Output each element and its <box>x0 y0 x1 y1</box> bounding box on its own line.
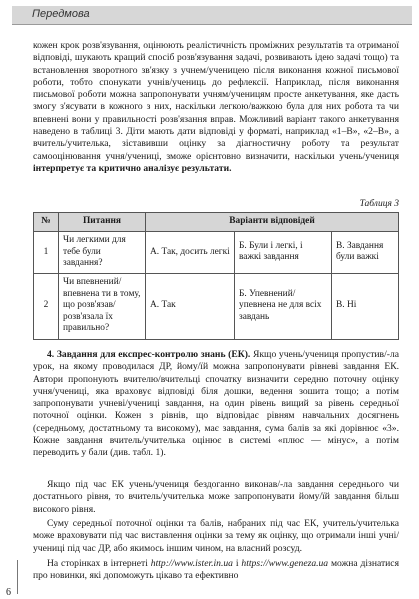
paragraph-higher-level <box>33 479 399 517</box>
express-control-lead: 4. Завдання для експрес-контролю знань (ЕК). <box>47 349 251 360</box>
websites-text-a: На сторінках в інтернеті <box>47 558 148 569</box>
express-control-text: Якщо учень/учениця пропустив/-ла урок, на якому проводилася ДР, йому/їй можна запропонувати рівневі завдання ЕК. Автори пропонують вчителю/вчительці спочатку визначити середню поточну оцінку учня/учениці, яка враховує відповіді біля дошки, ведення зошита тощо; а потім запропонувати учневі/учениці завдання, на один рівень вищий за рівень середньої поточної оцінки. Кожен з рівнів, що відповідає рівням навчальних досягнень (середньому, достатньому та високому), має завдання, сума балів за які дорівнює «3». Кожне завдання вчитель/учителька оцінює в системі «плюс — мінус», а потім переводить у бали (див. табл. 1). <box>33 349 399 459</box>
row-number: 2 <box>34 273 59 339</box>
answer-c: В. Ні <box>332 273 399 339</box>
paragraph-grading-text: Суму середньої поточної оцінки та балів, набраних під час ЕК, учитель/учителька може враховувати під час виставлення оцінки за тему як оцінку, що отримали інші учні/учениці під час ДР, або якимось іншим чином, на власний розсуд. <box>33 518 399 554</box>
answer-a: А. Так, досить легкі <box>146 232 235 274</box>
paragraph-grading <box>33 518 399 556</box>
answer-b: Б. Упевнений/ упевнена не для всіх завдань <box>235 273 332 339</box>
table-row <box>34 273 399 339</box>
link-ister[interactable]: http://www.ister.in.ua <box>150 558 233 569</box>
intro-paragraph-text: кожен крок розв'язування, оцінюють реалістичність проміжних результатів та отриманої відповіді, шукають кращий спосіб розв'язування задачі, розвивають ідею задачі тощо) та встановлення зворотного зв'язку з учнем/ученицею після виконання кожної письмової роботи, тобто спонукати учнів/учениць до рефлексії. Наприклад, після виконання письмової роботи можна запропонувати учням/ученицям просте анкетування, яке дасть змогу з'ясувати в кожного з них, наскільки легкою/важкою була для них робота та чи впевнені вони у правильності розв'язання вправ. Можливий варіант такого анкетування наведено в таблиці 3. Діти мають дати відповіді у форматі, наприклад «1–В», «2–В», а вчитель/учителька, зіставивши оцінку за діагностичну роботу та результат самооцінювання учня/учениці, зможе орієнтовно визначити, наскільки учень/учениця <box>33 40 399 162</box>
table-header-row <box>34 213 399 232</box>
header-num: № <box>34 213 59 232</box>
row-number: 1 <box>34 232 59 274</box>
running-header-title: Передмова <box>32 8 90 20</box>
paragraph-websites <box>33 558 399 584</box>
page-margin-rule <box>17 560 18 594</box>
header-question: Питання <box>59 213 146 232</box>
intro-paragraph <box>33 40 399 197</box>
paragraph-higher-level-text: Якщо під час ЕК учень/учениця бездоганно виконав/-ла завдання середнього чи достатнього рівня, то вчитель/учителька може запропонувати йому/їй завдання більш високого рівня. <box>33 479 399 515</box>
row-question: Чи впевнений/ впевнена ти в тому, що розв'язав/ розв'язала їх правильно? <box>59 273 146 339</box>
express-control-paragraph <box>33 349 399 477</box>
websites-text-b: і <box>235 558 239 569</box>
running-header <box>12 6 412 25</box>
page-number: 6 <box>6 587 11 598</box>
answer-c: В. Завдання були важкі <box>332 232 399 274</box>
table-row <box>34 232 399 274</box>
link-geneza[interactable]: https://www.geneza.ua <box>241 558 329 569</box>
intro-paragraph-bold: інтерпретує та критично аналізує результати. <box>33 162 232 174</box>
websites-text-c: можна дізнатися про новинки, які допоможуть цікаво та ефективно <box>33 558 399 582</box>
header-answers: Варіанти відповідей <box>146 213 399 232</box>
self-assessment-table <box>33 212 399 340</box>
answer-b: Б. Були і легкі, і важкі завдання <box>235 232 332 274</box>
answer-a: А. Так <box>146 273 235 339</box>
row-question: Чи легкими для тебе були завдання? <box>59 232 146 274</box>
table-caption: Таблиця 3 <box>359 199 399 209</box>
